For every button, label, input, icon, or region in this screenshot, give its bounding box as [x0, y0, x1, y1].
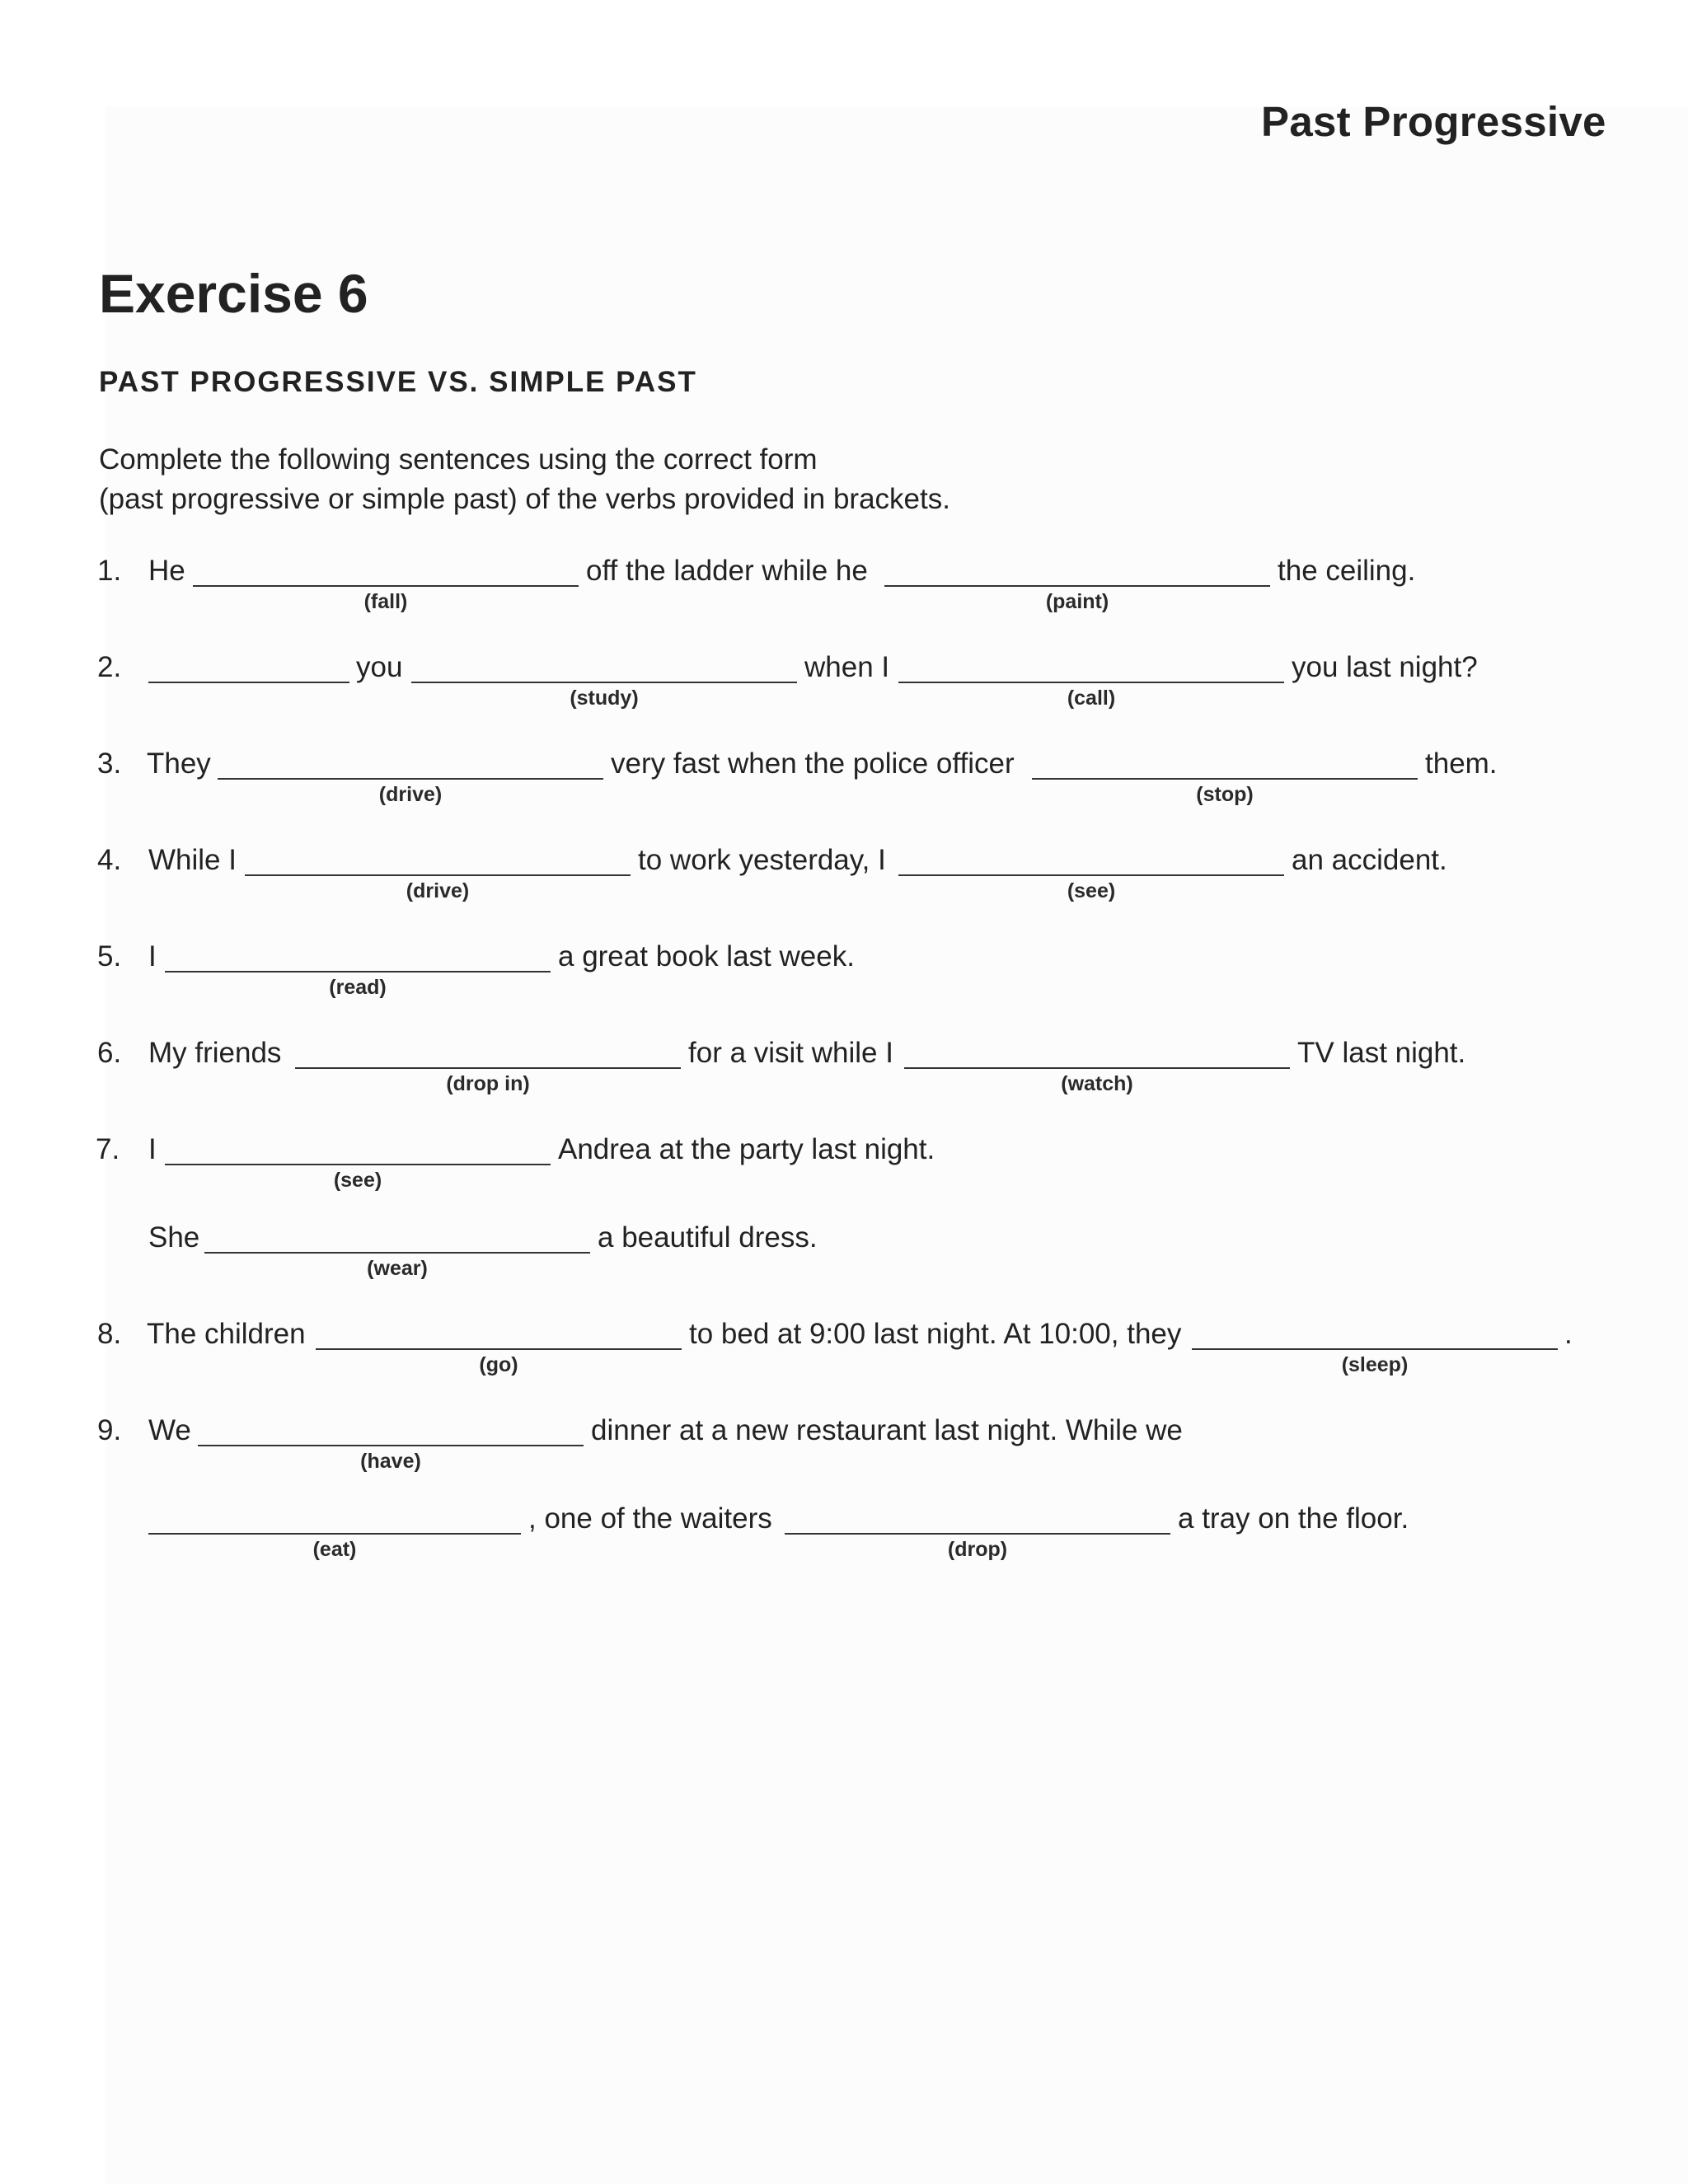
answer-blank[interactable] — [204, 1252, 590, 1254]
item-number: 9. — [97, 1414, 122, 1446]
verb-hint: (drive) — [406, 879, 470, 902]
verb-hint: (stop) — [1196, 783, 1254, 806]
verb-hint: (have) — [360, 1450, 421, 1473]
answer-blank[interactable] — [884, 585, 1270, 587]
item-text: While I — [148, 844, 237, 876]
verb-hint: (wear) — [367, 1257, 428, 1280]
item-number: 6. — [97, 1037, 122, 1069]
item-text: to work yesterday, I — [638, 844, 886, 876]
answer-blank[interactable] — [165, 971, 551, 972]
exercise-item-4 — [0, 841, 1688, 902]
item-text: They — [147, 748, 211, 780]
exercise-item-9 — [0, 1412, 1688, 1473]
verb-hint: (go) — [479, 1353, 518, 1376]
item-text: I — [148, 1133, 157, 1165]
item-text: very fast when the police officer — [611, 748, 1015, 780]
verb-hint: (drop in) — [446, 1072, 530, 1095]
verb-hint: (see) — [1067, 879, 1116, 902]
verb-hint: (watch) — [1061, 1072, 1133, 1095]
section-header: Past Progressive — [1261, 98, 1606, 145]
exercise-item-7-continued — [0, 1219, 1688, 1280]
exercise-item-8 — [0, 1315, 1688, 1376]
verb-hint: (study) — [570, 687, 639, 710]
answer-blank[interactable] — [165, 1164, 551, 1165]
answer-blank[interactable] — [295, 1067, 681, 1069]
verb-hint: (drive) — [378, 783, 443, 806]
item-text: a tray on the floor. — [1178, 1502, 1409, 1535]
item-text: to bed at 9:00 last night. At 10:00, they — [689, 1318, 1182, 1350]
item-text: you last night? — [1292, 651, 1478, 683]
verb-hint: (drop) — [947, 1538, 1008, 1561]
exercise-title: Exercise 6 — [99, 263, 368, 324]
answer-blank[interactable] — [904, 1067, 1290, 1069]
item-text: them. — [1425, 748, 1498, 780]
exercise-item-3 — [0, 745, 1688, 806]
item-text: off the ladder while he — [586, 555, 868, 587]
verb-hint: (paint) — [1045, 590, 1109, 613]
item-text: the ceiling. — [1278, 555, 1416, 587]
item-text: an accident. — [1292, 844, 1447, 876]
answer-blank[interactable] — [411, 682, 797, 683]
item-number: 1. — [97, 555, 122, 587]
item-text: a great book last week. — [558, 940, 855, 972]
verb-hint: (eat) — [312, 1538, 357, 1561]
exercise-item-7 — [0, 1131, 1688, 1192]
exercise-subtitle: PAST PROGRESSIVE VS. SIMPLE PAST — [99, 366, 697, 398]
item-text: TV last night. — [1297, 1037, 1466, 1069]
item-text: dinner at a new restaurant last night. While we — [591, 1414, 1183, 1446]
answer-blank[interactable] — [898, 874, 1284, 876]
answer-blank[interactable] — [198, 1445, 584, 1446]
item-text: you — [356, 651, 403, 683]
item-text: for a visit while I — [688, 1037, 893, 1069]
item-text: I — [148, 940, 157, 972]
answer-blank[interactable] — [785, 1533, 1170, 1535]
answer-blank[interactable] — [1032, 778, 1418, 780]
item-number: 3. — [97, 748, 122, 780]
answer-blank[interactable] — [218, 778, 603, 780]
exercise-item-1 — [0, 552, 1688, 613]
item-text: We — [148, 1414, 191, 1446]
item-number: 2. — [97, 651, 122, 683]
item-number: 7. — [96, 1133, 120, 1165]
item-text: . — [1564, 1318, 1573, 1350]
verb-hint: (call) — [1067, 687, 1116, 710]
exercise-item-5 — [0, 938, 1688, 999]
answer-blank[interactable] — [193, 585, 579, 587]
item-number: 5. — [97, 940, 122, 972]
answer-blank[interactable] — [148, 682, 349, 683]
exercise-item-6 — [0, 1034, 1688, 1095]
item-text: The children — [147, 1318, 306, 1350]
instructions-line: (past progressive or simple past) of the verbs provided in brackets. — [99, 483, 950, 515]
item-number: 4. — [97, 844, 122, 876]
item-text: He — [148, 555, 185, 587]
item-text: when I — [804, 651, 890, 683]
instructions — [99, 440, 1253, 519]
verb-hint: (sleep) — [1341, 1353, 1409, 1376]
item-text: a beautiful dress. — [598, 1221, 818, 1254]
answer-blank[interactable] — [1192, 1348, 1558, 1350]
exercise-item-2 — [0, 649, 1688, 710]
item-text: , one of the waiters — [528, 1502, 772, 1535]
verb-hint: (read) — [329, 976, 387, 999]
answer-blank[interactable] — [245, 874, 631, 876]
instructions-line: Complete the following sentences using the correct form — [99, 443, 818, 476]
answer-blank[interactable] — [898, 682, 1284, 683]
item-text: Andrea at the party last night. — [558, 1133, 935, 1165]
verb-hint: (fall) — [363, 590, 408, 613]
answer-blank[interactable] — [148, 1533, 521, 1535]
item-text: She — [148, 1221, 200, 1254]
answer-blank[interactable] — [316, 1348, 682, 1350]
item-number: 8. — [97, 1318, 122, 1350]
item-text: My friends — [148, 1037, 282, 1069]
verb-hint: (see) — [333, 1169, 382, 1192]
exercise-item-9-continued — [0, 1500, 1688, 1561]
